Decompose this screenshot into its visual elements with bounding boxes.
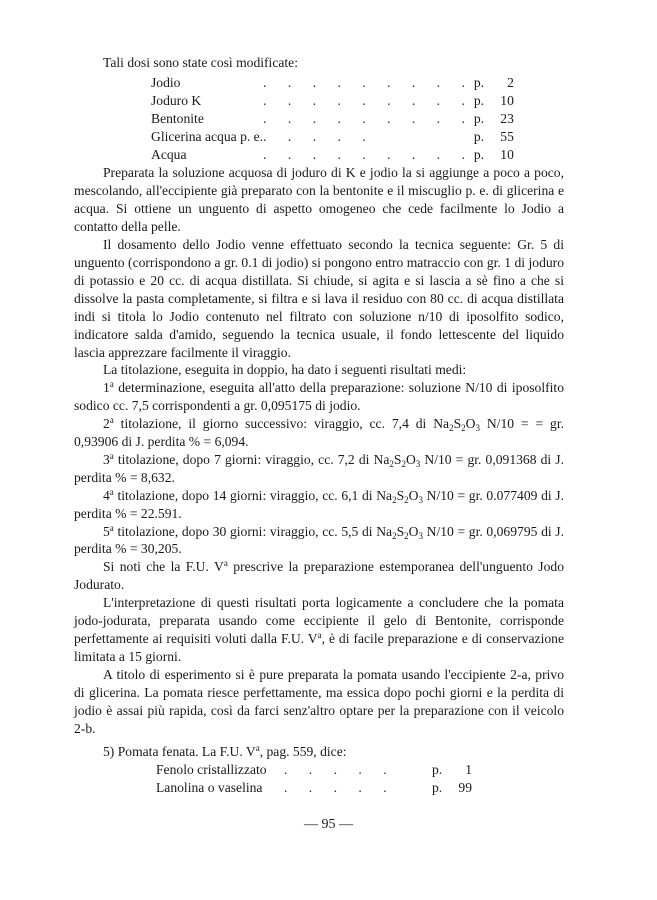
paragraph-preparation: Preparata la soluzione acquosa di joduro di K e jodio la si aggiunge a poco a poco, mescolando, all'eccipiente già preparato con la bentonite e il miscuglio p. e. di glicerina e acqua. Si ottiene un unguento di aspetto omogeneo che cede facilmente lo Jodio a contatto della pelle.	[74, 165, 564, 235]
ingredient-name: Acqua	[151, 146, 187, 162]
leader-dots: . . . . .	[284, 780, 396, 796]
paragraph-interpretation: L'interpretazione di questi risultati porta logicamente a concludere che la pomata jodo-jodurata, preparata usando come eccipiente il gelo di Bentonite, corrisponde perfettamente ai requisiti voluti dalla F.U. $V^a$, è di facile preparazione e di conservazione limitata a 15 giorni.	[74, 595, 564, 664]
sodium-thiosulfate-formula: $Na_2S_2O_3$	[376, 523, 423, 541]
recipe-table-phenol	[156, 761, 472, 797]
recipe-row	[151, 128, 514, 146]
section-heading-pomata-fenata: 5) Pomata fenata. La F.U. $V^a$, pag. 559, dice:	[103, 743, 347, 760]
leader-dots: . . . . . . . . .	[263, 92, 474, 108]
page-number: — 95 —	[304, 817, 353, 832]
recipe-row	[151, 110, 514, 128]
paragraph-dosage-method: Il dosamento dello Jodio venne effettuato secondo la tecnica seguente: Gr. 5 di unguento (corrispondono a gr. 0.1 di jodio) si pongono entro matraccio con gr. 1 di joduro di potassio e 20 cc. di acqua distillata. Si chiude, si agita e si lascia a sè fino a che si dissolve la pasta completamente, si filtra e si lava il residuo con 80 cc. di acqua distillata indi si titola lo Jodio contenuto nel filtrato con soluzione n/10 di iposolfito sodico, indicatore salda d'amido, seguendo la tecnica usuale, il fondo lettescente del liquido lascia apprezzare facilmente il viraggio.	[74, 237, 564, 360]
unit: p.	[473, 110, 485, 126]
recipe-table-iodine	[151, 74, 514, 164]
recipe-row	[151, 74, 514, 92]
quantity: 1	[465, 762, 472, 778]
unit: p.	[473, 128, 485, 144]
recipe-row	[156, 779, 472, 797]
quantity: 99	[458, 780, 472, 796]
quantity: 23	[500, 110, 514, 126]
ingredient-name: Joduro K	[151, 92, 202, 108]
ingredient-name: Glicerina acqua p. e.	[151, 128, 264, 144]
unit: p.	[432, 780, 443, 796]
unit: p.	[473, 92, 485, 108]
leader-dots: . . . . .	[284, 762, 396, 778]
titration-4: 4$^a$ titolazione, dopo 14 giorni: viraggio, cc. 6,1 di $Na_2S_2O_3$ N/10 = gr. 0.077409 di J. perdita % = 22.591.	[74, 486, 564, 521]
ingredient-name: Bentonite	[151, 110, 204, 126]
quantity: 10	[500, 146, 514, 162]
leader-dots: . . . . .	[263, 128, 375, 144]
recipe-row	[156, 761, 472, 779]
quantity: 2	[507, 74, 514, 90]
paragraph-experiment: A titolo di esperimento si è pure preparata la pomata usando l'eccipiente 2-a, privo di glicerina. La pomata riesce perfettamente, ma essica dopo pochi giorni e la perdita di jodio è assai più rapida, così da farci senz'altro optare per la preparazione con il veicolo 2-b.	[74, 666, 564, 736]
leader-dots: . . . . . . . . .	[263, 146, 474, 162]
titration-1: 1$^a$ determinazione, eseguita all'atto della preparazione: soluzione N/10 di iposolfito sodico cc. 7,5 corrispondenti a gr. 0,095175 di jodio.	[74, 379, 564, 414]
unit: p.	[473, 74, 485, 90]
recipe-row	[151, 146, 514, 164]
ingredient-name: Lanolina o vaselina	[156, 780, 263, 796]
quantity: 10	[500, 92, 514, 108]
leader-dots: . . . . . . . . .	[263, 74, 474, 90]
titration-3: 3$^a$ titolazione, dopo 7 giorni: viraggio, cc. 7,2 di $Na_2S_2O_3$ N/10 = gr. 0,091368 di J. perdita % = 8,632.	[74, 450, 564, 485]
sodium-thiosulfate-formula: $Na_2S_2O_3$	[376, 487, 423, 505]
recipe-row	[151, 92, 514, 110]
sodium-thiosulfate-formula: $Na_2S_2O_3$	[433, 416, 480, 434]
unit: p.	[473, 146, 485, 162]
intro-line: Tali dosi sono state così modificate:	[103, 55, 298, 70]
ingredient-name: Fenolo cristallizzato	[156, 762, 267, 778]
quantity: 55	[500, 128, 514, 144]
titration-2: 2$^a$ titolazione, il giorno successivo: viraggio, cc. 7,4 di $Na_2S_2O_3$ N/10 = = gr. 0,93906 di J. perdita % = 6,094.	[74, 415, 564, 450]
paragraph-fu-note: Si noti che la F.U. $V^a$ prescrive la preparazione estemporanea dell'unguento Jodo Jodurato.	[74, 558, 564, 593]
ingredient-name: Jodio	[151, 74, 181, 90]
paragraph-titration-intro: La titolazione, eseguita in doppio, ha dato i seguenti risultati medi:	[103, 362, 467, 378]
unit: p.	[432, 762, 443, 778]
leader-dots: . . . . . . . . .	[263, 110, 474, 126]
titration-5: 5$^a$ titolazione, dopo 30 giorni: viraggio, cc. 5,5 di $Na_2S_2O_3$ N/10 = gr. 0,069795 di J. perdita % = 30,205.	[74, 522, 564, 557]
sodium-thiosulfate-formula: $Na_2S_2O_3$	[373, 451, 421, 469]
page-body	[74, 54, 564, 798]
